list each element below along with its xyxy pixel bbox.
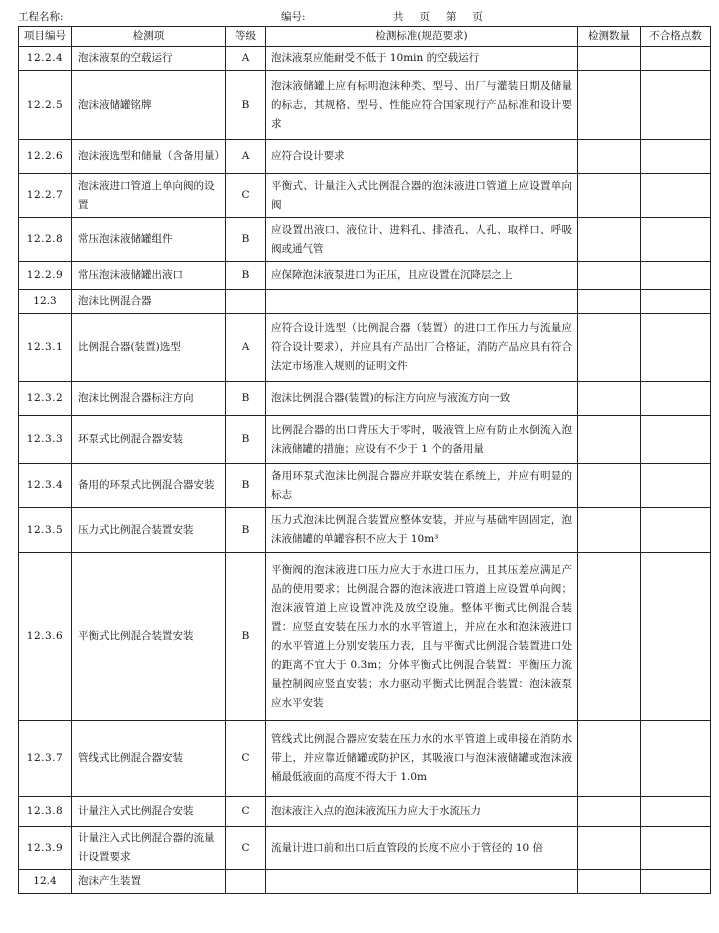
row-fail-cell[interactable]	[641, 416, 711, 464]
column-header-item: 检测项	[72, 27, 226, 47]
row-item: 压力式比例混合装置安装	[72, 508, 226, 553]
row-fail-cell[interactable]	[641, 827, 711, 870]
row-item: 泡沫液进口管道上单向阀的设置	[72, 174, 226, 218]
section-code: 12.3	[19, 290, 72, 314]
row-item: 备用的环泵式比例混合器安装	[72, 464, 226, 508]
row-count-cell[interactable]	[578, 174, 641, 218]
row-code: 12.3.8	[19, 797, 72, 827]
row-item: 泡沫比例混合器标注方向	[72, 382, 226, 416]
table-row	[19, 464, 711, 508]
row-item: 泡沫液储罐铭牌	[72, 71, 226, 140]
table-row	[19, 314, 711, 382]
section-code: 12.4	[19, 870, 72, 894]
table-row	[19, 553, 711, 721]
column-header-grade: 等级	[226, 27, 266, 47]
row-standard: 泡沫液泵应能耐受不低于 10min 的空载运行	[266, 47, 578, 71]
row-standard: 平衡阀的泡沫液进口压力应大于水进口压力，且其压差应满足产品的使用要求；比例混合器的泡沫液进口管道上应设置单向阀；泡沫液管道上应设置冲洗及放空设施。整体平衡式比例混合装置：应竖直安装在压力水的水平管道上，并应在水和泡沫液进口的水平管道上分别安装压力表，且与平衡式比例混合装置进口处的距离不宜大于 0.3m；分体平衡式比例混合装置：平衡压力流量控制阀应竖直安装；水力驱动平衡式比例混合装置：泡沫液泵应水平安装	[266, 553, 578, 721]
column-header-fail: 不合格点数	[641, 27, 711, 47]
row-code: 12.2.5	[19, 71, 72, 140]
total-label: 共	[393, 11, 404, 23]
row-item: 计量注入式比例混合器的流量计设置要求	[72, 827, 226, 870]
table-row	[19, 797, 711, 827]
row-standard: 备用环泵式泡沫比例混合器应并联安装在系统上，并应有明显的标志	[266, 464, 578, 508]
nth-label: 第	[446, 11, 457, 23]
row-grade: C	[226, 721, 266, 797]
row-standard: 泡沫液注入点的泡沫液流压力应大于水流压力	[266, 797, 578, 827]
table-row	[19, 218, 711, 262]
row-grade: B	[226, 71, 266, 140]
row-standard: 压力式泡沫比例混合装置应整体安装，并应与基础牢固固定，泡沫液储罐的单罐容积不应大于 10m³	[266, 508, 578, 553]
row-item: 管线式比例混合器安装	[72, 721, 226, 797]
row-code: 12.3.6	[19, 553, 72, 721]
section-row	[19, 290, 711, 314]
table-row	[19, 71, 711, 140]
row-fail-cell[interactable]	[641, 870, 711, 894]
row-grade: A	[226, 314, 266, 382]
section-row	[19, 870, 711, 894]
row-fail-cell[interactable]	[641, 553, 711, 721]
row-code: 12.3.3	[19, 416, 72, 464]
row-fail-cell[interactable]	[641, 140, 711, 174]
page-count-label	[393, 9, 483, 24]
project-name-label: 工程名称:	[18, 11, 64, 23]
row-grade: A	[226, 140, 266, 174]
row-grade: C	[226, 174, 266, 218]
row-fail-cell[interactable]	[641, 262, 711, 290]
row-code: 12.3.4	[19, 464, 72, 508]
row-fail-cell[interactable]	[641, 314, 711, 382]
section-title: 泡沫产生装置	[72, 870, 226, 894]
row-code: 12.3.7	[19, 721, 72, 797]
row-count-cell[interactable]	[578, 47, 641, 71]
table-row	[19, 47, 711, 71]
row-standard	[266, 870, 578, 894]
row-code: 12.2.6	[19, 140, 72, 174]
row-grade: C	[226, 797, 266, 827]
row-item: 平衡式比例混合装置安装	[72, 553, 226, 721]
row-count-cell[interactable]	[578, 140, 641, 174]
row-fail-cell[interactable]	[641, 721, 711, 797]
row-standard: 平衡式、计量注入式比例混合器的泡沫液进口管道上应设置单向阀	[266, 174, 578, 218]
row-standard: 比例混合器的出口背压大于零时，吸液管上应有防止水倒流入泡沫液储罐的措施；应设有不少于 1 个的备用量	[266, 416, 578, 464]
page-label: 页	[419, 11, 430, 23]
row-grade: C	[226, 827, 266, 870]
row-grade: B	[226, 508, 266, 553]
table-row	[19, 174, 711, 218]
row-count-cell[interactable]	[578, 290, 641, 314]
row-count-cell[interactable]	[578, 218, 641, 262]
row-count-cell[interactable]	[578, 827, 641, 870]
row-fail-cell[interactable]	[641, 464, 711, 508]
row-grade	[226, 870, 266, 894]
row-standard: 应设置出液口、液位计、进料孔、排渣孔、人孔、取样口、呼吸阀或通气管	[266, 218, 578, 262]
row-grade: B	[226, 382, 266, 416]
row-standard: 流量计进口前和出口后直管段的长度不应小于管径的 10 倍	[266, 827, 578, 870]
row-count-cell[interactable]	[578, 508, 641, 553]
row-fail-cell[interactable]	[641, 508, 711, 553]
row-code: 12.2.4	[19, 47, 72, 71]
row-item: 环泵式比例混合器安装	[72, 416, 226, 464]
row-standard: 应符合设计选型（比例混合器（装置）的进口工作压力与流量应符合设计要求），并应具有产品出厂合格证，消防产品应具有符合法定市场准入规则的证明文件	[266, 314, 578, 382]
row-item: 泡沫液选型和储量（含备用量）	[72, 140, 226, 174]
row-code: 12.3.1	[19, 314, 72, 382]
table-row	[19, 382, 711, 416]
row-fail-cell[interactable]	[641, 174, 711, 218]
row-code: 12.2.7	[19, 174, 72, 218]
row-item: 计量注入式比例混合安装	[72, 797, 226, 827]
row-grade: B	[226, 553, 266, 721]
table-row	[19, 416, 711, 464]
row-count-cell[interactable]	[578, 71, 641, 140]
row-grade: B	[226, 218, 266, 262]
inspection-table	[18, 26, 711, 894]
table-header-row	[19, 27, 711, 47]
row-fail-cell[interactable]	[641, 47, 711, 71]
row-item: 常压泡沫液储罐出液口	[72, 262, 226, 290]
column-header-standard: 检测标准(规范要求)	[266, 27, 578, 47]
row-standard: 泡沫比例混合器(装置)的标注方向应与液流方向一致	[266, 382, 578, 416]
row-count-cell[interactable]	[578, 464, 641, 508]
row-count-cell[interactable]	[578, 382, 641, 416]
row-fail-cell[interactable]	[641, 797, 711, 827]
row-item: 常压泡沫液储罐组件	[72, 218, 226, 262]
row-fail-cell[interactable]	[641, 382, 711, 416]
row-code: 12.2.8	[19, 218, 72, 262]
column-header-count: 检测数量	[578, 27, 641, 47]
row-fail-cell[interactable]	[641, 71, 711, 140]
table-row	[19, 508, 711, 553]
table-row	[19, 827, 711, 870]
row-code: 12.3.2	[19, 382, 72, 416]
row-standard	[266, 290, 578, 314]
section-title: 泡沫比例混合器	[72, 290, 226, 314]
table-row	[19, 262, 711, 290]
row-code: 12.3.5	[19, 508, 72, 553]
row-count-cell[interactable]	[578, 553, 641, 721]
page-label-2: 页	[472, 11, 483, 23]
row-count-cell[interactable]	[578, 797, 641, 827]
row-standard: 应符合设计要求	[266, 140, 578, 174]
row-code: 12.3.9	[19, 827, 72, 870]
row-code: 12.2.9	[19, 262, 72, 290]
row-grade: B	[226, 262, 266, 290]
row-grade: A	[226, 47, 266, 71]
row-item: 比例混合器(装置)选型	[72, 314, 226, 382]
row-count-cell[interactable]	[578, 262, 641, 290]
row-count-cell[interactable]	[578, 314, 641, 382]
row-count-cell[interactable]	[578, 870, 641, 894]
row-grade: B	[226, 416, 266, 464]
table-row	[19, 140, 711, 174]
row-fail-cell[interactable]	[641, 290, 711, 314]
row-grade: B	[226, 464, 266, 508]
row-standard: 泡沫液储罐上应有标明泡沫种类、型号、出厂与灌装日期及储量的标志，其规格、型号、性能应符合国家现行产品标准和设计要求	[266, 71, 578, 140]
row-standard: 应保障泡沫液泵进口为正压，且应设置在沉降层之上	[266, 262, 578, 290]
column-header-code: 项目编号	[19, 27, 72, 47]
row-count-cell[interactable]	[578, 721, 641, 797]
page-header	[0, 0, 719, 26]
row-fail-cell[interactable]	[641, 218, 711, 262]
row-count-cell[interactable]	[578, 416, 641, 464]
row-grade	[226, 290, 266, 314]
row-standard: 管线式比例混合器应安装在压力水的水平管道上或串接在消防水带上，并应靠近储罐或防护区，其吸液口与泡沫液储罐或泡沫液桶最低液面的高度不得大于 1.0m	[266, 721, 578, 797]
table-row	[19, 721, 711, 797]
row-item: 泡沫液泵的空载运行	[72, 47, 226, 71]
document-number-label: 编号:	[281, 11, 306, 23]
